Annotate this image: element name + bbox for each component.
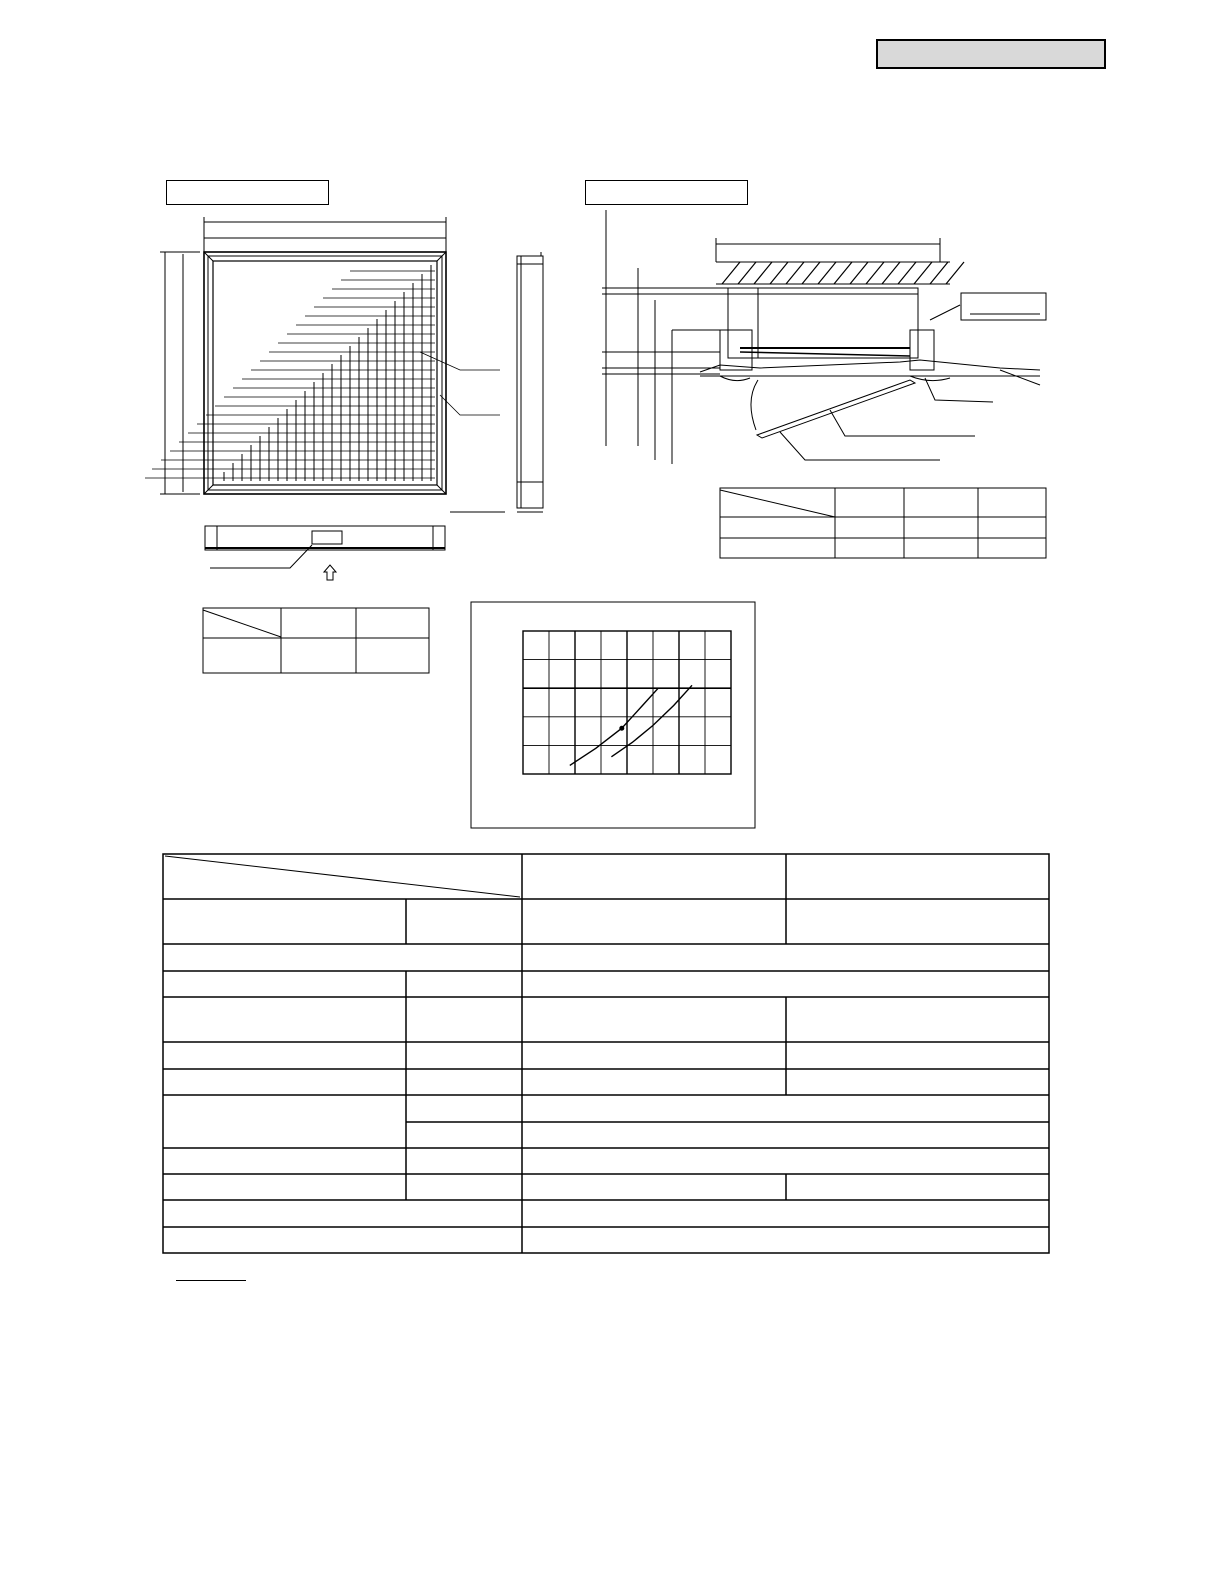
footnote-underline: [176, 1280, 246, 1281]
